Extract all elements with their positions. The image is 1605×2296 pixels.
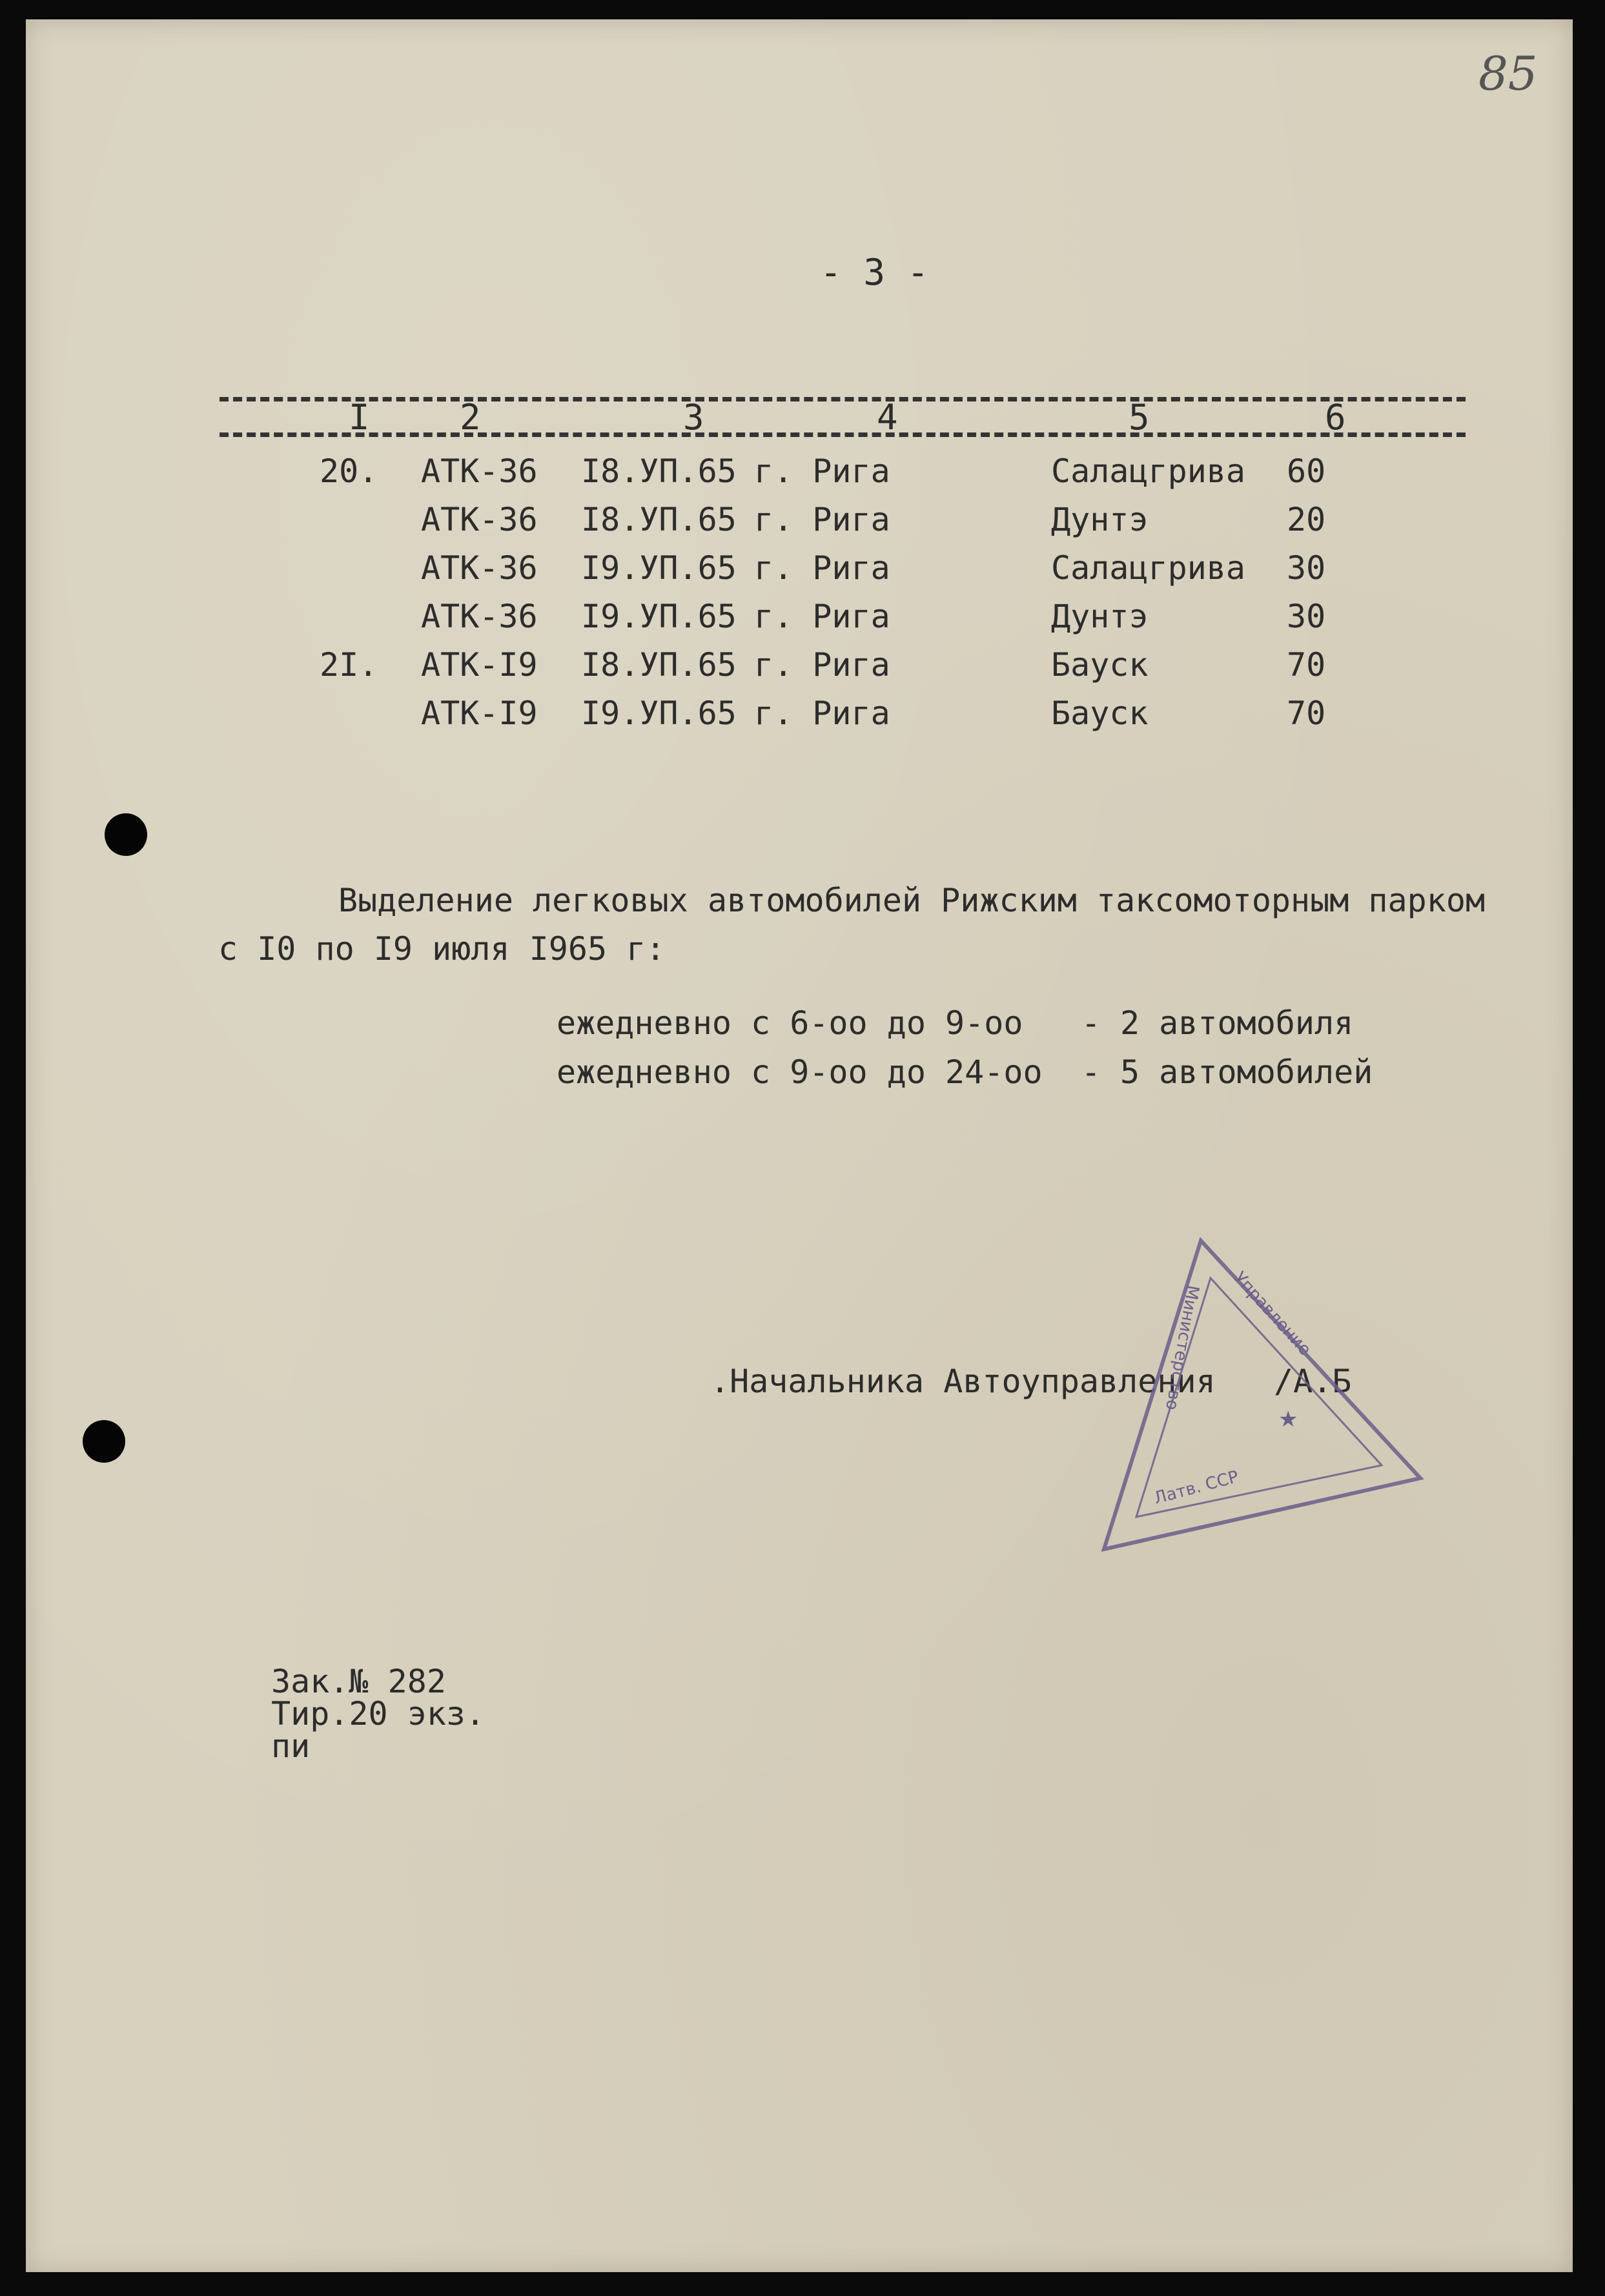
quantity: 60 xyxy=(1287,452,1326,490)
column-header-4: 4 xyxy=(877,397,898,438)
typist-initials: пи xyxy=(271,1727,311,1765)
origin: г. Рига xyxy=(754,549,890,587)
quantity: 70 xyxy=(1287,695,1326,732)
date: I8.УП.65 xyxy=(581,646,737,684)
document-page xyxy=(26,19,1573,2272)
punch-hole-icon xyxy=(105,813,147,856)
punch-hole-icon xyxy=(83,1420,125,1463)
date: I8.УП.65 xyxy=(581,452,737,490)
signature-line: .Начальника Автоуправления /А.Б xyxy=(710,1363,1352,1400)
vehicle-code: АТК-36 xyxy=(421,452,538,490)
origin: г. Рига xyxy=(754,598,890,635)
destination: Салацгрива xyxy=(1051,452,1246,490)
destination: Дунтэ xyxy=(1051,598,1149,635)
order-number: Зак.№ 282 xyxy=(271,1663,446,1700)
column-header-3: 3 xyxy=(683,397,704,438)
table-header-bottom-rule xyxy=(220,432,1466,437)
row-number: 20. xyxy=(320,452,378,490)
stamp-text-a: Управление xyxy=(1229,1268,1315,1359)
vehicle-code: АТК-36 xyxy=(421,598,538,635)
origin: г. Рига xyxy=(754,695,890,732)
quantity: 30 xyxy=(1287,549,1326,587)
quantity: 20 xyxy=(1287,501,1326,538)
column-header-2: 2 xyxy=(460,397,481,438)
date: I9.УП.65 xyxy=(581,549,737,587)
destination: Дунтэ xyxy=(1051,501,1149,538)
table-row xyxy=(0,503,1605,542)
vehicle-code: АТК-I9 xyxy=(421,646,538,684)
destination: Бауск xyxy=(1051,646,1149,684)
row-number: 2I. xyxy=(320,646,378,684)
destination: Бауск xyxy=(1051,695,1149,732)
column-header-5: 5 xyxy=(1129,397,1150,438)
origin: г. Рига xyxy=(754,452,890,490)
allocation-paragraph-line-1: Выделение легковых автомобилей Рижским таксомоторным парком xyxy=(338,882,1486,919)
table-header-top-rule xyxy=(220,397,1466,401)
table-row xyxy=(0,600,1605,639)
stamp-star-icon: ★ xyxy=(1278,1407,1298,1432)
schedule-line-1: ежедневно с 6-оо до 9-оо - 2 автомобиля xyxy=(557,1004,1354,1042)
quantity: 30 xyxy=(1287,598,1326,635)
vehicle-code: АТК-36 xyxy=(421,549,538,587)
date: I9.УП.65 xyxy=(581,598,737,635)
column-header-6: 6 xyxy=(1325,397,1346,438)
vehicle-code: АТК-36 xyxy=(421,501,538,538)
vehicle-code: АТК-I9 xyxy=(421,695,538,732)
stamp-text-b: Министерство xyxy=(1161,1283,1203,1412)
origin: г. Рига xyxy=(754,646,890,684)
origin: г. Рига xyxy=(754,501,890,538)
destination: Салацгрива xyxy=(1051,549,1246,587)
schedule-line-2: ежедневно с 9-оо до 24-оо - 5 автомобилей xyxy=(557,1053,1373,1091)
official-stamp xyxy=(1098,1233,1433,1556)
stamp-text-c: Латв. ССР xyxy=(1152,1467,1241,1509)
table-row xyxy=(0,697,1605,736)
date: I8.УП.65 xyxy=(581,501,737,538)
quantity: 70 xyxy=(1287,646,1326,684)
column-header-1: I xyxy=(349,397,370,438)
archive-page-number: 85 xyxy=(1478,46,1538,101)
table-row xyxy=(0,452,1605,494)
print-run: Тир.20 экз. xyxy=(271,1695,486,1732)
allocation-paragraph-line-2: с I0 по I9 июля I965 г: xyxy=(218,930,666,968)
table-row xyxy=(0,549,1605,591)
date: I9.УП.65 xyxy=(581,695,737,732)
table-row xyxy=(0,646,1605,687)
page-number: - 3 - xyxy=(820,252,929,294)
